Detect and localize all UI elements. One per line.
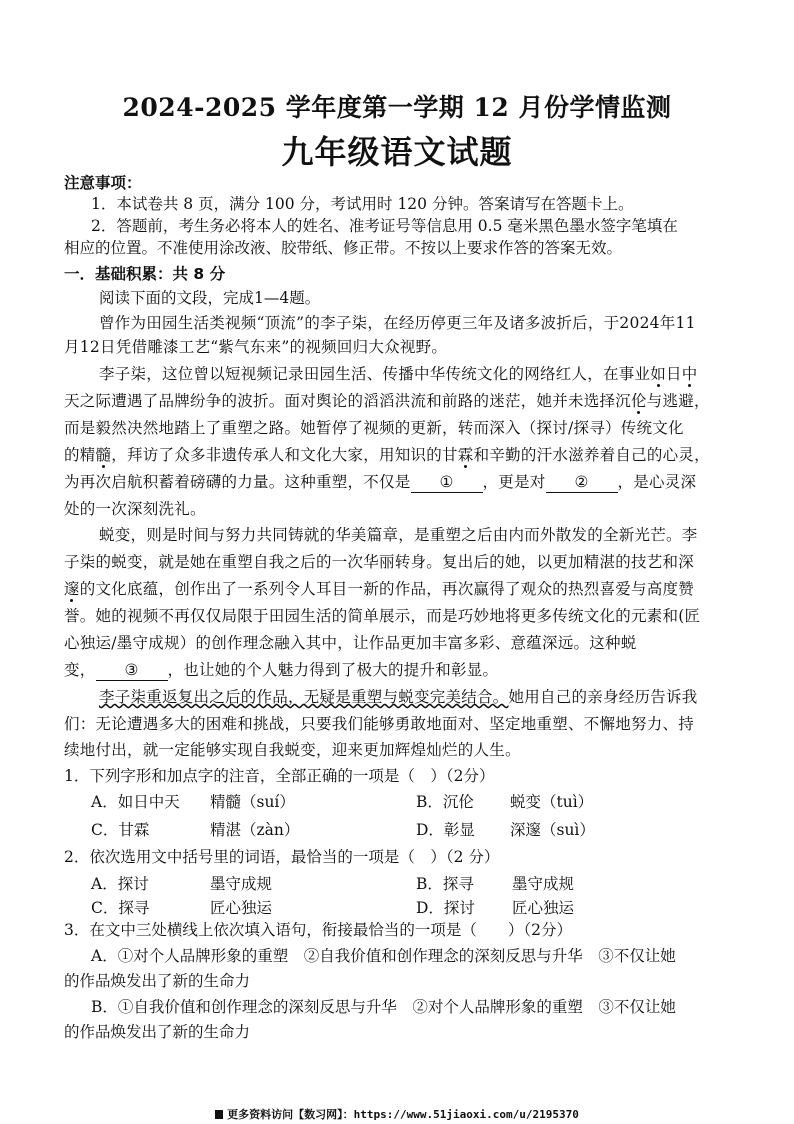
q1-option-c: C．甘霖	[91, 821, 150, 839]
passage-p2-line6: 处的一次深刻洗礼。	[64, 500, 206, 518]
text-run: 与逃避，	[646, 392, 710, 410]
q2-option-a-word: 墨守成规	[210, 875, 273, 893]
q1-option-a	[91, 790, 180, 812]
q3-option-a-line2: 的作品焕发出了新的生命力	[64, 972, 251, 990]
dotted-char: 中	[681, 365, 698, 383]
option-label: A．如日中天	[91, 793, 180, 811]
passage-p4-line1	[99, 687, 698, 707]
text-run: 日	[666, 365, 682, 383]
q1-option-d-word: 深邃（suì）	[510, 821, 595, 839]
fill-blank-2: ②	[546, 472, 618, 493]
text-run: 和辛勤的汗水滋养着自己的心灵，	[473, 446, 710, 464]
fill-blank-3: ③	[96, 660, 168, 681]
q1-option-b-word: 蜕变（tuì）	[510, 793, 594, 811]
text-run: 的文化底蕴，创作出了一系列令人耳目一新的作品，再次赢得了观众的热烈喜爱与高度赞	[79, 580, 695, 598]
passage-p1-line2: 月12日凭借雕漆工艺“紫气东来”的视频回归大众视野。	[64, 338, 448, 356]
passage-p1-line1: 曾作为田园生活类视频“顶流”的李子柒，在经历停更三年及诸多波折后，于2024年11	[99, 314, 696, 332]
passage-p3-line1: 蜕变，则是时间与努力共同铸就的华美篇章，是重塑之后由内而外散发的全新光芒。李	[99, 526, 698, 544]
notice-item-1: 1．本试卷共 8 页，满分 100 分，考试用时 120 分钟。答案请写在答题卡上。	[91, 195, 634, 213]
passage-p2-line3: 而是毅然决然地踏上了重塑之路。她暂停了视频的更新，转而深入（探讨/探寻）传统文化	[64, 419, 684, 437]
notice-item-2-line2: 相应的位置。不准使用涂改液、胶带纸、修正带。不按以上要求作答的答案无效。	[64, 239, 623, 257]
q3-option-b-line1: B．①自我价值和创作理念的深刻反思与升华 ②对个人品牌形象的重塑 ③不仅让她	[91, 998, 676, 1016]
exam-title-line1: 2024-2025 学年度第一学期 12 月份学情监测	[122, 93, 672, 122]
q2-option-d: D．探讨	[416, 899, 475, 917]
passage-p3-line4: 誉。她的视频不再仅仅局限于田园生活的简单展示，而是巧妙地将更多传统文化的元素和(匠	[64, 607, 701, 625]
q3-option-b-line2: 的作品焕发出了新的生命力	[64, 1023, 251, 1041]
text-run: ，拜访了众多非遗传承人和文化大家，用知识的甘	[111, 446, 458, 464]
footer-link[interactable]	[0, 1106, 794, 1122]
text-run: ，是心灵深	[617, 473, 697, 491]
flag-icon	[215, 1110, 223, 1119]
section1-heading: 一．基础积累：共 8 分	[64, 265, 226, 283]
q2-option-c: C．探寻	[91, 899, 150, 917]
passage-p2-line4	[64, 445, 710, 465]
passage-p4-line3: 续地付出，就一定能够实现自我蜕变，迎来更加辉煌灿烂的人生。	[64, 741, 521, 759]
exam-title-line2: 九年级语文试题	[281, 133, 513, 171]
passage-p2-line1	[99, 364, 698, 384]
question-1-stem: 1．下列字形和加点字的注音，全部正确的一项是（ ）（2分）	[64, 767, 495, 785]
q1-option-a-word: 精髓（suí）	[210, 793, 295, 811]
dotted-char: 邃	[64, 580, 80, 598]
text-run: ，也让她的个人魅力得到了极大的提升和彰显。	[167, 661, 499, 679]
q3-option-a-line1: A．①对个人品牌形象的重塑 ②自我价值和创作理念的深刻反思与升华 ③不仅让她	[91, 947, 676, 965]
text-run: 为再次启航积蓄着磅礴的力量。这种重塑，不仅是	[64, 473, 411, 491]
dotted-char: 伦	[631, 392, 647, 410]
passage-p3-line3	[64, 579, 694, 599]
q1-option-c-word: 精湛（zàn）	[210, 821, 300, 839]
q2-option-a: A．探讨	[91, 875, 149, 893]
text-run: ，更是对	[482, 473, 546, 491]
passage-p3-line5: 心独运/墨守成规）的创作理念融入其中，让作品更加丰富多彩、意蕴深远。这种蜕	[64, 634, 637, 652]
passage-p2-line2	[64, 391, 710, 411]
footer-text: 更多资料访问【数习网】：https://www.51jiaoxi.com/u/2195370	[227, 1108, 579, 1121]
q1-option-b: B．沉伦	[416, 793, 474, 811]
q2-option-b: B．探寻	[416, 875, 474, 893]
q1-option-d: D．彰显	[416, 821, 475, 839]
q2-option-d-word: 匠心独运	[512, 899, 575, 917]
q2-option-b-word: 墨守成规	[512, 875, 575, 893]
dotted-char: 霖	[457, 446, 474, 464]
q2-option-c-word: 匠心独运	[210, 899, 273, 917]
fill-blank-1: ①	[411, 472, 483, 493]
passage-p3-line2: 子柒的蜕变，就是她在重塑自我之后的一次华丽转身。复出后的她，以更加精湛的技艺和深	[64, 553, 695, 571]
text-run: 她用自己的亲身经历告诉我	[508, 688, 698, 706]
text-run: 李子柒，这位曾以短视频记录田园生活、传播中华传统文化的网络红人，在事业	[99, 365, 651, 383]
dotted-char: 如	[650, 365, 667, 383]
section1-intro: 阅读下面的文段，完成1—4题。	[99, 289, 321, 307]
passage-p3-line6	[64, 660, 498, 681]
notice-heading: 注意事项：	[64, 174, 142, 192]
text-run: 变，	[64, 661, 96, 679]
dotted-char: 髓	[95, 446, 112, 464]
passage-p4-line2: 们：无论遭遇多大的困难和挑战，只要我们能够勇敢地面对、坚定地重塑、不懈地努力、持	[64, 715, 695, 733]
wavy-underlined-sentence: 李子柒重返复出之后的作品，无疑是重塑与蜕变完美结合。	[99, 688, 509, 706]
passage-p2-line5	[64, 472, 696, 493]
notice-item-2-line1: 2．答题前，考生务必将本人的姓名、准考证号等信息用 0.5 毫米黑色墨水签字笔填在	[91, 217, 678, 235]
text-run: 的精	[64, 446, 96, 464]
question-2-stem: 2．依次选用文中括号里的词语，最恰当的一项是（ ）（2 分）	[64, 848, 500, 866]
text-run: 天之际遭遇了品牌纷争的波折。面对舆论的滔滔洪流和前路的迷茫，她并未选择沉	[64, 392, 632, 410]
question-3-stem: 3．在文中三处横线上依次填入语句，衔接最恰当的一项是（ ）（2分）	[64, 921, 572, 939]
